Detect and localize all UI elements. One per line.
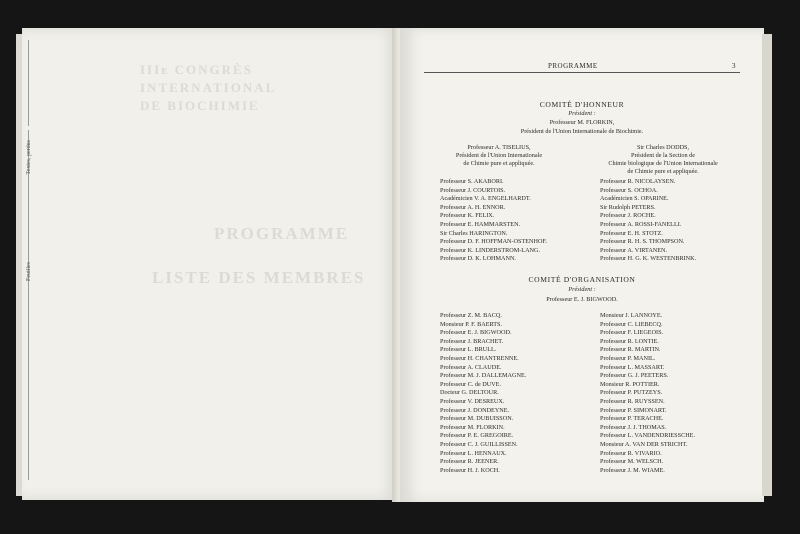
- honneur-members-left: [440, 178, 547, 264]
- member-name: Professeur A. VIRTANEN.: [600, 246, 668, 254]
- vp-right-name: Sir Charles DODDS,: [636, 144, 690, 151]
- organisation-president-name: Professeur E. J. BIGWOOD.: [546, 296, 618, 303]
- member-name: Monsieur P. F. BAERTS.: [440, 320, 503, 328]
- member-name: Professeur M. J. DALLEMAGNE.: [440, 372, 527, 380]
- vp-left-role-2: de Chimie pure et appliquée.: [463, 160, 535, 167]
- organisation-members-right: [600, 312, 695, 475]
- member-name: Monsieur A. VAN DER STRICHT.: [600, 440, 688, 448]
- vp-right-role-1: Président de la Section de: [631, 152, 695, 159]
- member-name: Professeur P. SIMONART.: [600, 406, 667, 414]
- member-name: Professeur S. OCHOA.: [600, 186, 658, 194]
- show-through-line-1: IIIᴇ CONGRÈS: [140, 62, 253, 77]
- sidebar-label-mid: Feuilles: [26, 262, 32, 281]
- member-name: Professeur C. LIEBECQ.: [600, 320, 663, 328]
- sidebar-label-top: Textes, perdus: [26, 140, 32, 175]
- member-name: Professeur R. LONTIE.: [600, 337, 659, 345]
- member-name: Professeur L. BRULL.: [440, 346, 497, 354]
- member-name: Professeur R. NICOLAYSEN.: [600, 178, 676, 185]
- member-name: Professeur E. H. STOTZ.: [600, 229, 663, 237]
- member-name: Professeur C. J. GUILLISSEN.: [440, 440, 518, 448]
- member-name: Professeur L. MASSART.: [600, 363, 665, 371]
- member-name: Professeur P. E. GREGOIRE.: [440, 432, 514, 440]
- member-name: Professeur M. WELSCH.: [600, 458, 664, 466]
- member-name: Professeur J. J. THOMAS.: [600, 423, 667, 431]
- honneur-president-label: Président :: [568, 110, 596, 117]
- member-name: Professeur C. de DUVE.: [440, 380, 502, 388]
- right-page-edge: [762, 34, 772, 496]
- honneur-members-right: [600, 178, 696, 264]
- member-name: Professeur F. LIEGEOIS.: [600, 329, 664, 337]
- member-name: Monsieur R. POTTIER.: [600, 380, 660, 388]
- vp-left-role-1: Président de l'Union Internationale: [455, 152, 543, 159]
- member-name: Professeur E. HAMMARSTEN.: [440, 220, 521, 228]
- honneur-president-role: Président de l'Union Internationale de Biochimie.: [520, 128, 644, 135]
- left-margin-rule: [28, 40, 33, 126]
- show-through-line-4: PROGRAMME: [214, 224, 350, 243]
- show-through-line-5: LISTE DES MEMBRES: [152, 268, 366, 287]
- member-name: Professeur S. AKABORI.: [440, 178, 504, 185]
- member-name: Académicien V. A. ENGELHARDT.: [440, 195, 531, 203]
- member-name: Professeur Z. M. BACQ.: [440, 312, 502, 319]
- member-name: Professeur K. FELIX.: [440, 212, 495, 220]
- member-name: Professeur J. ROCHE.: [600, 212, 656, 220]
- vp-left-name: Professeur A. TISELIUS,: [467, 144, 531, 151]
- organisation-president-label: Président :: [568, 286, 596, 293]
- member-name: Professeur H. J. KOCH.: [440, 466, 500, 474]
- member-name: Professeur D. F. HOFFMAN-OSTENHOF.: [440, 238, 547, 246]
- member-name: Professeur J. COURTOIS.: [440, 186, 506, 194]
- page-number: 3: [732, 62, 736, 70]
- member-name: Professeur R. MARTIN.: [600, 346, 661, 354]
- section-title-honneur: COMITÉ D'HONNEUR: [539, 100, 625, 109]
- member-name: Professeur D. K. LOHMANN.: [440, 255, 516, 263]
- member-name: Professeur A. CLAUDE.: [440, 363, 502, 371]
- organisation-members-left: [440, 312, 526, 475]
- member-name: Professeur L. HENNAUX.: [440, 449, 507, 457]
- member-name: Professeur L. VANDENDRIESSCHE.: [600, 432, 695, 440]
- show-through-line-3: DE BIOCHIMIE: [140, 98, 260, 113]
- member-name: Professeur J. DONDEYNE.: [440, 406, 510, 414]
- member-name: Professeur H. CHANTRENNE.: [440, 354, 519, 362]
- member-name: Professeur M. FLORKIN.: [440, 423, 505, 431]
- member-name: Professeur R. RUYSSEN.: [600, 397, 665, 405]
- member-name: Professeur R. VIVARIO.: [600, 449, 662, 457]
- member-name: Professeur J. M. WIAME.: [600, 466, 665, 474]
- member-name: Professeur H. G. K. WESTENBRINK.: [600, 255, 697, 263]
- member-name: Professeur A. H. ENNOR.: [440, 203, 506, 211]
- vp-right-role-2: Chimie biologique de l'Union Internationale: [608, 160, 718, 167]
- vp-right-role-3: de Chimie pure et appliquée.: [627, 168, 699, 175]
- member-name: Professeur G. J. PEETERS.: [600, 372, 669, 380]
- member-name: Monsieur J. LANNOYE.: [600, 312, 663, 319]
- member-name: Professeur A. ROSSI-FANELLI.: [600, 220, 682, 228]
- show-through-line-2: INTERNATIONAL: [140, 80, 277, 95]
- member-name: Professeur R. H. S. THOMPSON.: [600, 238, 685, 246]
- header-rule: [424, 72, 740, 73]
- member-name: Professeur M. DUBUISSON.: [440, 415, 514, 423]
- left-margin-rule-lower: [28, 130, 33, 480]
- member-name: Académicien S. OPARINE.: [600, 195, 669, 203]
- member-name: Sir Charles HARINGTON.: [440, 229, 508, 237]
- section-title-organisation: COMITÉ D'ORGANISATION: [528, 275, 636, 284]
- member-name: Professeur R. JEENER.: [440, 458, 499, 466]
- member-name: Docteur G. DELTOUR.: [440, 389, 499, 397]
- member-name: Professeur J. BRACHET.: [440, 337, 504, 345]
- left-page: [22, 28, 398, 500]
- member-name: Professeur E. J. BIGWOOD.: [440, 329, 512, 337]
- member-name: Professeur K. LINDERSTROM-LANG.: [440, 246, 541, 254]
- member-name: Professeur V. DESREUX.: [440, 397, 505, 405]
- member-name: Sir Rudolph PETERS.: [600, 203, 656, 211]
- member-name: Professeur P. MANIL.: [600, 354, 656, 362]
- honneur-president-name: Professeur M. FLORKIN,: [549, 119, 615, 126]
- running-head: PROGRAMME: [548, 62, 598, 70]
- member-name: Professeur P. PUTZEYS.: [600, 389, 663, 397]
- member-name: Professeur P. TERACHE.: [600, 415, 664, 423]
